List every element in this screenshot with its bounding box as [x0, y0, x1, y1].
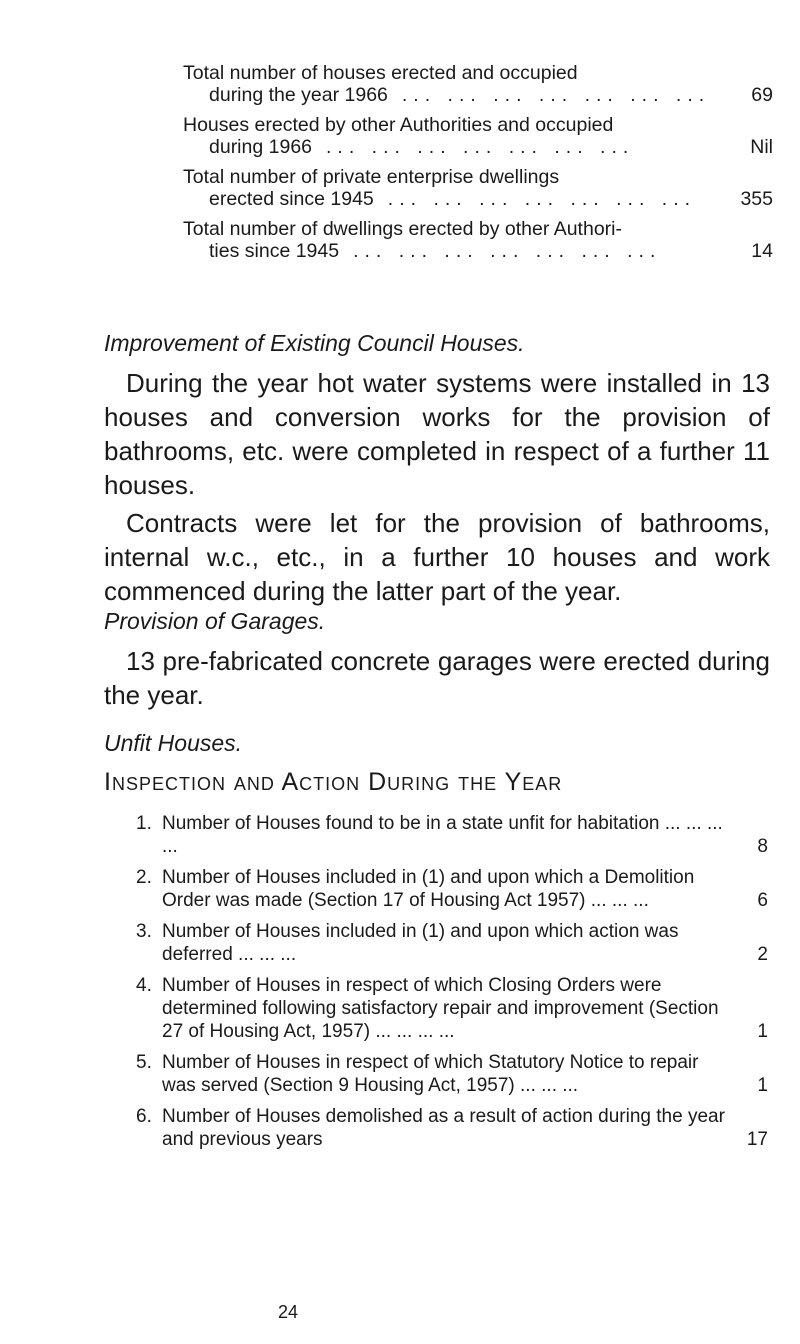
dot-leader: ... ... ... ... ... ... ... — [353, 240, 662, 262]
item-value: 2 — [757, 944, 768, 965]
stat-row — [183, 218, 773, 262]
garages-heading: Provision of Garages. — [104, 608, 326, 634]
paragraph: 13 pre-fabricated concrete garages were erected during the year. — [104, 646, 770, 710]
unfit-items-list — [136, 812, 772, 1159]
list-item — [136, 1051, 772, 1097]
item-number: 3. — [136, 921, 152, 942]
stat-label: Total number of private enterprise dwellings — [183, 166, 560, 188]
dot-leader: ... ... ... ... ... ... ... — [401, 84, 711, 106]
list-item — [136, 812, 772, 858]
item-value: 8 — [757, 836, 768, 857]
list-item — [136, 920, 772, 966]
stat-label: Total number of dwellings erected by other Authori- — [183, 218, 622, 240]
list-item — [136, 1105, 772, 1151]
stat-row — [183, 114, 773, 158]
improvement-heading: Improvement of Existing Council Houses. — [104, 330, 525, 356]
item-number: 6. — [136, 1106, 152, 1127]
list-item — [136, 866, 772, 912]
item-text: Number of Houses included in (1) and upon which action was deferred ... ... ... — [162, 921, 679, 965]
item-text: Number of Houses demolished as a result of action during the year and previous years — [162, 1106, 725, 1150]
unfit-heading: Unfit Houses. — [104, 730, 243, 756]
list-item — [136, 974, 772, 1043]
stat-value: 355 — [740, 188, 773, 210]
stat-label-cont: erected since 1945 — [209, 188, 374, 210]
item-value: 1 — [757, 1021, 768, 1042]
improvement-section — [104, 366, 770, 608]
stat-value: 69 — [751, 84, 773, 106]
stat-label-cont: during the year 1966 — [209, 84, 388, 106]
item-number: 2. — [136, 867, 152, 888]
dot-leader: ... ... ... ... ... ... ... — [326, 136, 635, 158]
garages-section — [104, 644, 770, 712]
item-text: Number of Houses found to be in a state unfit for habitation ... ... ... ... — [162, 813, 723, 857]
item-number: 4. — [136, 975, 152, 996]
stat-label-cont: ties since 1945 — [209, 240, 340, 262]
paragraph: During the year hot water systems were installed in 13 houses and conversion works for the provision of bathrooms, etc. were completed in respect of a further 11 houses. — [104, 368, 770, 500]
stat-label: Total number of houses erected and occupied — [183, 62, 578, 84]
paragraph: Contracts were let for the provision of bathrooms, internal w.c., etc., in a further 10 houses and work commenced during the latter part of the year. — [104, 508, 770, 606]
item-value: 6 — [757, 890, 768, 911]
item-value: 1 — [757, 1075, 768, 1096]
item-number: 5. — [136, 1052, 152, 1073]
stat-label-cont: during 1966 — [209, 136, 313, 158]
stat-value: 14 — [751, 240, 773, 262]
stat-row — [183, 62, 773, 106]
item-value: 17 — [746, 1129, 768, 1150]
item-number: 1. — [136, 813, 152, 834]
stat-value: Nil — [750, 136, 773, 158]
inspection-subheading: Inspection and Action During the Year — [104, 768, 563, 796]
stat-label: Houses erected by other Authorities and occupied — [183, 114, 614, 136]
item-text: Number of Houses in respect of which Statutory Notice to repair was served (Section 9 Housing Act, 1957) ... ... ... — [162, 1052, 699, 1096]
dot-leader: ... ... ... ... ... ... ... — [387, 188, 697, 210]
page-number: 24 — [277, 1302, 299, 1322]
item-text: Number of Houses in respect of which Closing Orders were determined following satisfactory repair and improvement (Section 27 of Housing Act, 1957) ... ... ... ... — [162, 975, 719, 1042]
stat-row — [183, 166, 773, 210]
housing-stats-table — [183, 62, 773, 270]
item-text: Number of Houses included in (1) and upon which a Demolition Order was made (Section 17 of Housing Act 1957) ... ... ... — [162, 867, 695, 911]
